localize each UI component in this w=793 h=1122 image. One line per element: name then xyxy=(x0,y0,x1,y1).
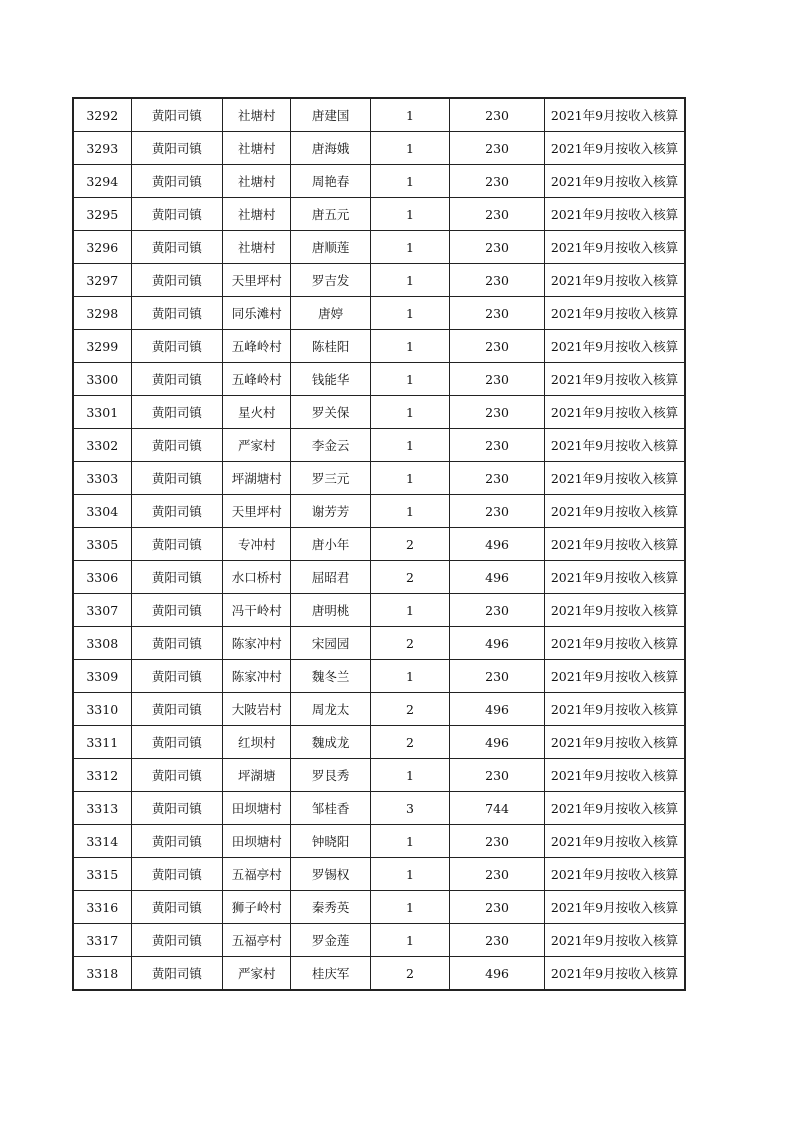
table-row xyxy=(73,924,685,957)
cell-household-count: 1 xyxy=(370,396,449,429)
cell-amount: 230 xyxy=(450,891,545,924)
cell-amount: 230 xyxy=(450,462,545,495)
cell-household-count: 1 xyxy=(370,231,449,264)
cell-village: 社塘村 xyxy=(223,231,291,264)
cell-serial-number: 3305 xyxy=(73,528,131,561)
cell-name: 唐五元 xyxy=(291,198,370,231)
cell-note: 2021年9月按收入核算 xyxy=(544,627,685,660)
cell-amount: 230 xyxy=(450,825,545,858)
table-row xyxy=(73,363,685,396)
cell-note: 2021年9月按收入核算 xyxy=(544,495,685,528)
cell-village: 田坝塘村 xyxy=(223,825,291,858)
cell-village: 五福亭村 xyxy=(223,924,291,957)
cell-note: 2021年9月按收入核算 xyxy=(544,726,685,759)
cell-serial-number: 3299 xyxy=(73,330,131,363)
cell-note: 2021年9月按收入核算 xyxy=(544,792,685,825)
cell-name: 邹桂香 xyxy=(291,792,370,825)
cell-note: 2021年9月按收入核算 xyxy=(544,759,685,792)
cell-amount: 496 xyxy=(450,693,545,726)
cell-village: 同乐滩村 xyxy=(223,297,291,330)
table-row xyxy=(73,98,685,132)
cell-amount: 744 xyxy=(450,792,545,825)
table-row xyxy=(73,726,685,759)
cell-village: 专冲村 xyxy=(223,528,291,561)
cell-serial-number: 3315 xyxy=(73,858,131,891)
cell-town: 黄阳司镇 xyxy=(131,594,223,627)
cell-village: 星火村 xyxy=(223,396,291,429)
cell-serial-number: 3301 xyxy=(73,396,131,429)
cell-village: 社塘村 xyxy=(223,98,291,132)
table-row xyxy=(73,396,685,429)
cell-village: 天里坪村 xyxy=(223,495,291,528)
cell-town: 黄阳司镇 xyxy=(131,792,223,825)
cell-note: 2021年9月按收入核算 xyxy=(544,462,685,495)
cell-household-count: 1 xyxy=(370,363,449,396)
cell-town: 黄阳司镇 xyxy=(131,957,223,991)
cell-town: 黄阳司镇 xyxy=(131,660,223,693)
cell-town: 黄阳司镇 xyxy=(131,462,223,495)
cell-household-count: 1 xyxy=(370,429,449,462)
cell-household-count: 1 xyxy=(370,264,449,297)
cell-amount: 230 xyxy=(450,363,545,396)
table-row xyxy=(73,528,685,561)
cell-household-count: 1 xyxy=(370,891,449,924)
cell-serial-number: 3293 xyxy=(73,132,131,165)
cell-serial-number: 3312 xyxy=(73,759,131,792)
cell-amount: 230 xyxy=(450,759,545,792)
table-row xyxy=(73,495,685,528)
cell-serial-number: 3317 xyxy=(73,924,131,957)
cell-town: 黄阳司镇 xyxy=(131,627,223,660)
cell-household-count: 2 xyxy=(370,693,449,726)
cell-amount: 496 xyxy=(450,561,545,594)
cell-town: 黄阳司镇 xyxy=(131,363,223,396)
cell-town: 黄阳司镇 xyxy=(131,495,223,528)
cell-name: 魏成龙 xyxy=(291,726,370,759)
cell-village: 严家村 xyxy=(223,429,291,462)
cell-serial-number: 3304 xyxy=(73,495,131,528)
cell-amount: 230 xyxy=(450,98,545,132)
cell-town: 黄阳司镇 xyxy=(131,98,223,132)
cell-name: 唐小年 xyxy=(291,528,370,561)
table-body xyxy=(73,98,685,990)
cell-village: 陈家冲村 xyxy=(223,660,291,693)
cell-household-count: 1 xyxy=(370,495,449,528)
cell-note: 2021年9月按收入核算 xyxy=(544,825,685,858)
cell-amount: 230 xyxy=(450,231,545,264)
cell-name: 秦秀英 xyxy=(291,891,370,924)
cell-note: 2021年9月按收入核算 xyxy=(544,924,685,957)
table-row xyxy=(73,660,685,693)
cell-note: 2021年9月按收入核算 xyxy=(544,561,685,594)
cell-serial-number: 3310 xyxy=(73,693,131,726)
cell-household-count: 1 xyxy=(370,132,449,165)
cell-name: 屈昭君 xyxy=(291,561,370,594)
table-row xyxy=(73,330,685,363)
cell-household-count: 1 xyxy=(370,98,449,132)
cell-amount: 496 xyxy=(450,528,545,561)
cell-note: 2021年9月按收入核算 xyxy=(544,858,685,891)
table-row xyxy=(73,594,685,627)
cell-village: 五峰岭村 xyxy=(223,330,291,363)
table-row xyxy=(73,165,685,198)
records-table xyxy=(72,97,686,991)
cell-amount: 230 xyxy=(450,330,545,363)
cell-serial-number: 3300 xyxy=(73,363,131,396)
cell-town: 黄阳司镇 xyxy=(131,561,223,594)
cell-note: 2021年9月按收入核算 xyxy=(544,957,685,991)
cell-note: 2021年9月按收入核算 xyxy=(544,165,685,198)
cell-note: 2021年9月按收入核算 xyxy=(544,594,685,627)
cell-name: 罗吉发 xyxy=(291,264,370,297)
cell-household-count: 1 xyxy=(370,297,449,330)
table-row xyxy=(73,561,685,594)
cell-household-count: 2 xyxy=(370,726,449,759)
cell-amount: 230 xyxy=(450,297,545,330)
cell-serial-number: 3306 xyxy=(73,561,131,594)
cell-household-count: 3 xyxy=(370,792,449,825)
table-row xyxy=(73,297,685,330)
cell-note: 2021年9月按收入核算 xyxy=(544,363,685,396)
cell-serial-number: 3297 xyxy=(73,264,131,297)
cell-name: 周龙太 xyxy=(291,693,370,726)
cell-village: 坪湖塘 xyxy=(223,759,291,792)
cell-household-count: 1 xyxy=(370,462,449,495)
cell-name: 罗关保 xyxy=(291,396,370,429)
cell-town: 黄阳司镇 xyxy=(131,858,223,891)
cell-serial-number: 3311 xyxy=(73,726,131,759)
cell-note: 2021年9月按收入核算 xyxy=(544,264,685,297)
cell-serial-number: 3303 xyxy=(73,462,131,495)
cell-town: 黄阳司镇 xyxy=(131,528,223,561)
cell-town: 黄阳司镇 xyxy=(131,198,223,231)
cell-serial-number: 3314 xyxy=(73,825,131,858)
cell-household-count: 2 xyxy=(370,528,449,561)
cell-note: 2021年9月按收入核算 xyxy=(544,330,685,363)
table-row xyxy=(73,627,685,660)
cell-note: 2021年9月按收入核算 xyxy=(544,297,685,330)
table-row xyxy=(73,462,685,495)
cell-name: 唐海娥 xyxy=(291,132,370,165)
cell-household-count: 1 xyxy=(370,759,449,792)
cell-amount: 230 xyxy=(450,429,545,462)
cell-town: 黄阳司镇 xyxy=(131,726,223,759)
cell-town: 黄阳司镇 xyxy=(131,231,223,264)
cell-household-count: 1 xyxy=(370,330,449,363)
cell-amount: 230 xyxy=(450,396,545,429)
table-row xyxy=(73,792,685,825)
cell-serial-number: 3307 xyxy=(73,594,131,627)
cell-note: 2021年9月按收入核算 xyxy=(544,660,685,693)
cell-amount: 230 xyxy=(450,858,545,891)
cell-town: 黄阳司镇 xyxy=(131,396,223,429)
cell-name: 唐婷 xyxy=(291,297,370,330)
cell-town: 黄阳司镇 xyxy=(131,429,223,462)
cell-note: 2021年9月按收入核算 xyxy=(544,98,685,132)
cell-household-count: 1 xyxy=(370,858,449,891)
cell-serial-number: 3309 xyxy=(73,660,131,693)
cell-household-count: 1 xyxy=(370,198,449,231)
cell-household-count: 1 xyxy=(370,825,449,858)
cell-name: 宋园园 xyxy=(291,627,370,660)
table-row xyxy=(73,891,685,924)
table-row xyxy=(73,759,685,792)
cell-town: 黄阳司镇 xyxy=(131,891,223,924)
table-row xyxy=(73,858,685,891)
cell-amount: 230 xyxy=(450,264,545,297)
cell-amount: 496 xyxy=(450,957,545,991)
cell-town: 黄阳司镇 xyxy=(131,132,223,165)
cell-serial-number: 3302 xyxy=(73,429,131,462)
table-row xyxy=(73,264,685,297)
cell-village: 社塘村 xyxy=(223,165,291,198)
cell-note: 2021年9月按收入核算 xyxy=(544,528,685,561)
cell-village: 大陂岩村 xyxy=(223,693,291,726)
cell-amount: 230 xyxy=(450,165,545,198)
cell-serial-number: 3295 xyxy=(73,198,131,231)
cell-household-count: 2 xyxy=(370,957,449,991)
cell-name: 唐明桃 xyxy=(291,594,370,627)
cell-household-count: 1 xyxy=(370,594,449,627)
cell-village: 严家村 xyxy=(223,957,291,991)
cell-town: 黄阳司镇 xyxy=(131,924,223,957)
cell-village: 社塘村 xyxy=(223,198,291,231)
cell-village: 天里坪村 xyxy=(223,264,291,297)
cell-note: 2021年9月按收入核算 xyxy=(544,891,685,924)
cell-amount: 230 xyxy=(450,495,545,528)
table-row xyxy=(73,198,685,231)
cell-note: 2021年9月按收入核算 xyxy=(544,429,685,462)
cell-serial-number: 3318 xyxy=(73,957,131,991)
cell-village: 狮子岭村 xyxy=(223,891,291,924)
cell-village: 坪湖塘村 xyxy=(223,462,291,495)
cell-name: 钱能华 xyxy=(291,363,370,396)
cell-name: 唐建国 xyxy=(291,98,370,132)
cell-town: 黄阳司镇 xyxy=(131,759,223,792)
cell-town: 黄阳司镇 xyxy=(131,165,223,198)
cell-village: 红坝村 xyxy=(223,726,291,759)
cell-household-count: 2 xyxy=(370,627,449,660)
cell-amount: 230 xyxy=(450,198,545,231)
cell-serial-number: 3313 xyxy=(73,792,131,825)
cell-serial-number: 3308 xyxy=(73,627,131,660)
table-row xyxy=(73,429,685,462)
cell-village: 五峰岭村 xyxy=(223,363,291,396)
cell-amount: 230 xyxy=(450,660,545,693)
cell-name: 魏冬兰 xyxy=(291,660,370,693)
cell-note: 2021年9月按收入核算 xyxy=(544,396,685,429)
cell-serial-number: 3292 xyxy=(73,98,131,132)
table-row xyxy=(73,132,685,165)
cell-amount: 496 xyxy=(450,726,545,759)
cell-name: 桂庆军 xyxy=(291,957,370,991)
cell-town: 黄阳司镇 xyxy=(131,297,223,330)
cell-town: 黄阳司镇 xyxy=(131,693,223,726)
cell-town: 黄阳司镇 xyxy=(131,264,223,297)
cell-amount: 230 xyxy=(450,132,545,165)
cell-note: 2021年9月按收入核算 xyxy=(544,132,685,165)
cell-name: 李金云 xyxy=(291,429,370,462)
cell-serial-number: 3296 xyxy=(73,231,131,264)
cell-village: 冯干岭村 xyxy=(223,594,291,627)
cell-name: 罗三元 xyxy=(291,462,370,495)
cell-note: 2021年9月按收入核算 xyxy=(544,198,685,231)
cell-name: 罗艮秀 xyxy=(291,759,370,792)
cell-serial-number: 3298 xyxy=(73,297,131,330)
table-row xyxy=(73,825,685,858)
cell-amount: 230 xyxy=(450,924,545,957)
cell-town: 黄阳司镇 xyxy=(131,825,223,858)
table-row xyxy=(73,957,685,991)
table-row xyxy=(73,693,685,726)
table-row xyxy=(73,231,685,264)
cell-serial-number: 3294 xyxy=(73,165,131,198)
cell-village: 五福亭村 xyxy=(223,858,291,891)
cell-amount: 230 xyxy=(450,594,545,627)
cell-village: 水口桥村 xyxy=(223,561,291,594)
cell-name: 罗金莲 xyxy=(291,924,370,957)
cell-household-count: 2 xyxy=(370,561,449,594)
cell-name: 周艳春 xyxy=(291,165,370,198)
cell-household-count: 1 xyxy=(370,924,449,957)
cell-town: 黄阳司镇 xyxy=(131,330,223,363)
cell-amount: 496 xyxy=(450,627,545,660)
cell-household-count: 1 xyxy=(370,660,449,693)
cell-note: 2021年9月按收入核算 xyxy=(544,231,685,264)
cell-household-count: 1 xyxy=(370,165,449,198)
cell-name: 陈桂阳 xyxy=(291,330,370,363)
cell-name: 钟晓阳 xyxy=(291,825,370,858)
cell-village: 田坝塘村 xyxy=(223,792,291,825)
cell-note: 2021年9月按收入核算 xyxy=(544,693,685,726)
cell-name: 罗锡权 xyxy=(291,858,370,891)
cell-name: 唐顺莲 xyxy=(291,231,370,264)
cell-serial-number: 3316 xyxy=(73,891,131,924)
cell-name: 谢芳芳 xyxy=(291,495,370,528)
cell-village: 陈家冲村 xyxy=(223,627,291,660)
cell-village: 社塘村 xyxy=(223,132,291,165)
